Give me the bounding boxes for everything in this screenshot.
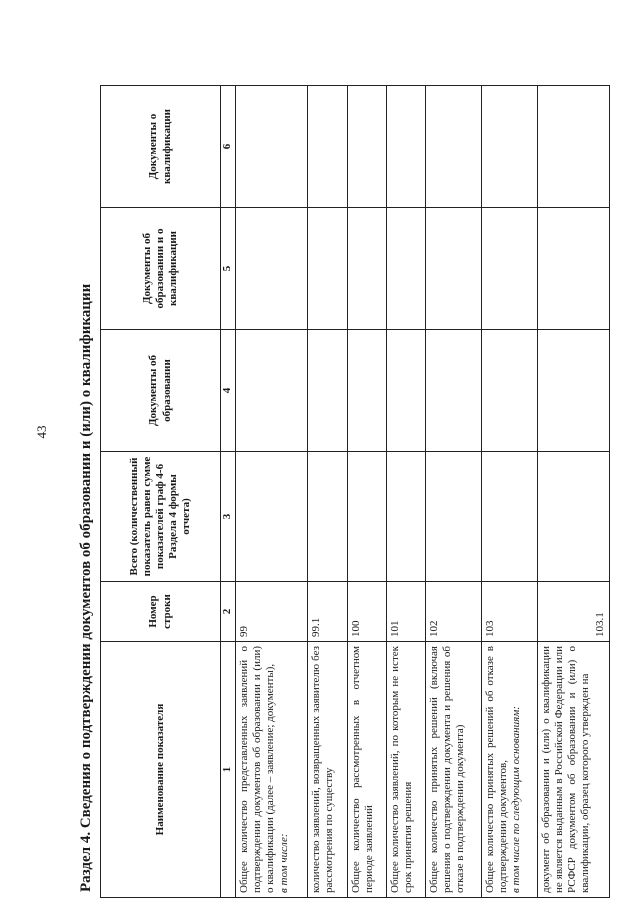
value-cell — [386, 208, 425, 330]
header-qualification-documents: Документы о квалификации — [101, 86, 221, 208]
value-cell — [426, 208, 482, 330]
value-cell — [537, 330, 609, 452]
value-cell — [347, 86, 386, 208]
column-number: 5 — [221, 208, 236, 330]
indicator-name-cell — [426, 642, 482, 898]
report-table-container — [100, 86, 610, 898]
column-numbers-row — [221, 86, 236, 898]
value-cell — [347, 330, 386, 452]
row-number-cell: 103 — [481, 582, 537, 642]
value-cell — [236, 330, 308, 452]
row-number-cell: 99 — [236, 582, 308, 642]
indicator-name-cell — [308, 642, 347, 898]
page-number: 43 — [34, 425, 49, 439]
value-cell — [537, 452, 609, 582]
value-cell — [236, 86, 308, 208]
value-cell — [236, 452, 308, 582]
indicator-name-cell — [347, 642, 386, 898]
value-cell — [426, 452, 482, 582]
value-cell — [236, 208, 308, 330]
table-header-row — [101, 86, 221, 898]
row-number-cell: 99.1 — [308, 582, 347, 642]
table-row — [537, 86, 609, 898]
value-cell — [386, 330, 425, 452]
indicator-name-cell — [537, 642, 609, 898]
header-indicator-name: Наименование показателя — [101, 642, 221, 898]
value-cell — [308, 330, 347, 452]
section-title: Раздел 4. Сведения о подтверждении документов об образовании и (или) о квалификации — [78, 283, 94, 892]
indicator-name-cell — [481, 642, 537, 898]
value-cell — [347, 208, 386, 330]
indicator-note: в том числе: — [277, 833, 290, 893]
indicator-name: Общее количество представленных заявлений о подтверждении документов об образовании и (или) о квалификации (далее – заявление; документы), — [238, 646, 277, 893]
value-cell — [426, 86, 482, 208]
header-total: Всего (количественный показатель равен сумме показателей граф 4-6 Раздела 4 формы отчета) — [101, 452, 221, 582]
indicator-name: Общее количество заявлений, по которым не истек срок принятия решения — [388, 646, 414, 893]
value-cell — [481, 330, 537, 452]
column-number: 1 — [221, 642, 236, 898]
row-number-cell: 102 — [426, 582, 482, 642]
column-number: 3 — [221, 452, 236, 582]
value-cell — [308, 86, 347, 208]
value-cell — [308, 452, 347, 582]
row-number-cell: 103.1 — [537, 582, 609, 642]
value-cell — [481, 208, 537, 330]
value-cell — [386, 452, 425, 582]
report-table — [100, 85, 610, 898]
value-cell — [308, 208, 347, 330]
value-cell — [537, 208, 609, 330]
indicator-name-cell — [236, 642, 308, 898]
table-row — [481, 86, 537, 898]
indicator-name: Общее количество принятых решений (включая решения о подтверждении документа и решения об отказе в подтверждении документа) — [428, 646, 467, 893]
indicator-note: в том числе по следующим основаниям: — [510, 706, 523, 893]
value-cell — [426, 330, 482, 452]
table-row — [308, 86, 347, 898]
value-cell — [347, 452, 386, 582]
row-number-cell: 101 — [386, 582, 425, 642]
column-number: 4 — [221, 330, 236, 452]
indicator-name: количество заявлений, возвращенных заявителю без рассмотрения по существу — [310, 646, 336, 893]
header-education-documents: Документы об образовании — [101, 330, 221, 452]
table-row — [347, 86, 386, 898]
row-number-cell: 100 — [347, 582, 386, 642]
indicator-name: Общее количество принятых решений об отказе в подтверждении документов, — [483, 646, 510, 893]
value-cell — [481, 86, 537, 208]
header-row-number: Номер строки — [101, 582, 221, 642]
indicator-name: Общее количество рассмотренных в отчетном периоде заявлений — [349, 646, 375, 893]
value-cell — [481, 452, 537, 582]
table-row — [426, 86, 482, 898]
table-row — [236, 86, 308, 898]
indicator-name-cell — [386, 642, 425, 898]
column-number: 2 — [221, 582, 236, 642]
header-education-qualification-documents: Документы об образовании и о квалификации — [101, 208, 221, 330]
column-number: 6 — [221, 86, 236, 208]
table-row — [386, 86, 425, 898]
indicator-name: документ об образовании и (или) о квалификации не является выданным в Российской Федерации или РСФСР документом об образовании и (или) о квалификации, образец которого утвержден на — [539, 646, 592, 893]
value-cell — [386, 86, 425, 208]
value-cell — [537, 86, 609, 208]
